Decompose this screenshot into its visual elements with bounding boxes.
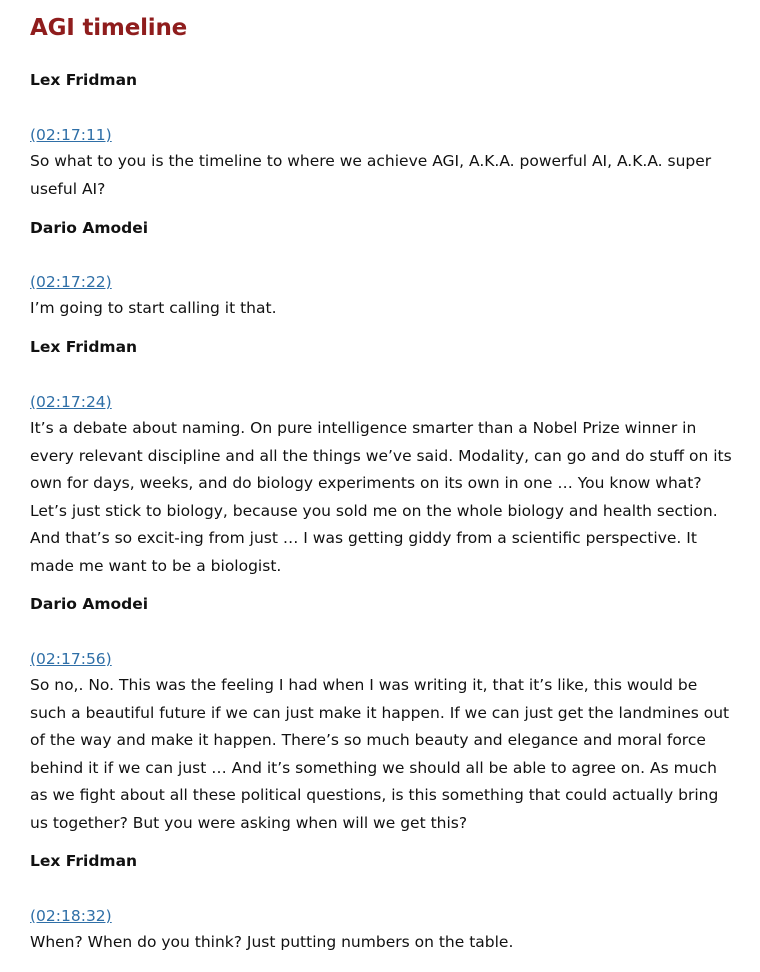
utterance-text: I’m going to start calling it that. [30,299,277,317]
timestamp-link[interactable]: (02:17:56) [30,650,112,668]
transcript-entry [30,69,735,91]
timestamp-link[interactable]: (02:18:32) [30,907,112,925]
transcript-entry [30,217,735,239]
utterance-text: So what to you is the timeline to where we achieve AGI, A.K.A. powerful AI, A.K.A. super useful AI? [30,152,712,198]
utterance-text: So no,. No. This was the feeling I had when I was writing it, that it’s like, this would be such a beautiful future if we can just make it happen. If we can just get the landmines out of the way and make it happen. There’s so much beauty and elegance and moral force behind it if we can just … And it’s something we should all be able to agree on. As much as we fight about all these political questions, is this something that could actually bring us together? But you were asking when will we get this? [30,676,730,832]
speaker-name: Lex Fridman [30,852,138,870]
speaker-name: Dario Amodei [30,219,149,237]
timestamp-link[interactable]: (02:17:11) [30,126,112,144]
transcript-entry-body [30,905,735,957]
section-title: AGI timeline [30,15,188,41]
transcript-entry [30,850,735,872]
transcript-entry-body [30,391,735,580]
timestamp-link[interactable]: (02:17:24) [30,393,112,411]
transcript-entry-body [30,124,735,203]
transcript-entry [30,336,735,358]
timestamp-link[interactable]: (02:17:22) [30,273,112,291]
utterance-text: When? When do you think? Just putting numbers on the table. [30,933,514,951]
utterance-text: It’s a debate about naming. On pure intelligence smarter than a Nobel Prize winner in every relevant discipline and all the things we’ve said. Modality, can go and do stuff on its own for days, weeks, and do biology experiments on its own in one … You know what? Let’s just stick to biology, because you sold me on the whole biology and health section. And that’s so excit-ing from just … I was getting giddy from a scientific perspective. It made me want to be a biologist. [30,419,732,575]
speaker-name: Lex Fridman [30,71,138,89]
transcript-entry [30,593,735,615]
transcript-entry-body [30,648,735,837]
speaker-name: Lex Fridman [30,338,138,356]
transcript-entry-body [30,271,735,323]
speaker-name: Dario Amodei [30,595,149,613]
transcript-page [30,0,735,951]
